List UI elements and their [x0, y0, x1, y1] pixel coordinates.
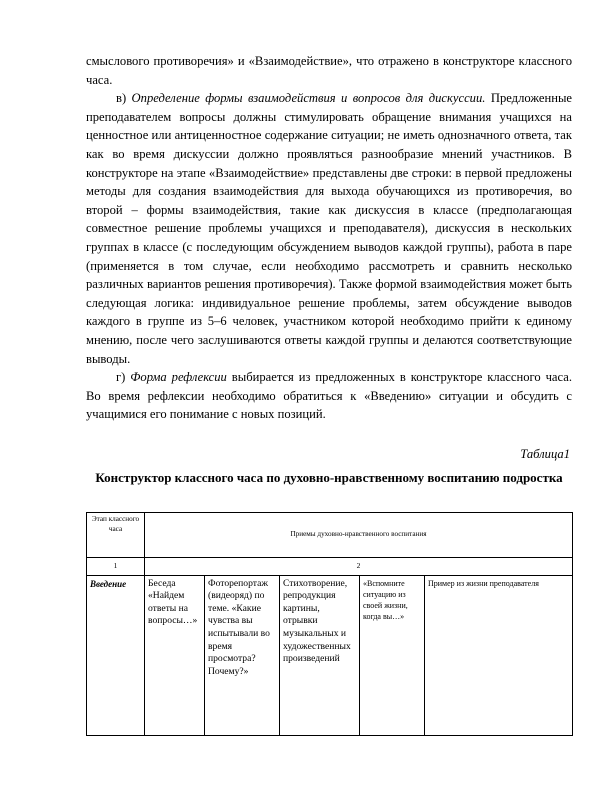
- method-cell: Стихотворение, репродукция картины, отрывки музыкальных и художественных произведений: [280, 575, 360, 735]
- paragraph-3-text: выбирается из предложенных в конструкторе классного часа. Во время рефлексии необходимо обратиться к «Введению» ситуации и обсудить с учащимися его понимание с новых позиций.: [86, 370, 572, 422]
- method-cell: «Вспомните ситуацию из своей жизни, когда вы…»: [360, 575, 425, 735]
- section-heading-interaction: Определение формы взаимодействия и вопросов для дискуссии.: [131, 91, 486, 106]
- list-marker-v: в): [116, 91, 127, 106]
- paragraph-3: [86, 368, 572, 424]
- constructor-table: [86, 512, 573, 736]
- method-cell: Беседа «Найдем ответы на вопросы…»: [145, 575, 205, 735]
- method-cell: Пример из жизни преподавателя: [425, 575, 573, 735]
- table-row: [87, 575, 573, 735]
- header-methods: Приемы духовно-нравственного воспитания: [145, 513, 573, 558]
- header-stage: Этап классного часа: [87, 513, 145, 558]
- list-marker-g: г): [116, 370, 126, 385]
- table-label: Таблица1: [520, 447, 570, 461]
- paragraph-2: [86, 89, 572, 368]
- col-number-2: 2: [145, 558, 573, 576]
- stage-cell: Введение: [87, 575, 145, 735]
- method-cell: Фоторепортаж (видеоряд) по теме. «Какие чувства вы испытывали во время просмотра? Почему?»: [205, 575, 280, 735]
- body-text: [86, 52, 572, 424]
- paragraph-1: смыслового противоречия» и «Взаимодействие», что отражено в конструкторе классного часа.: [86, 54, 572, 87]
- paragraph-2-text: Предложенные преподавателем вопросы должны стимулировать обращение внимания учащихся на ценностное или антиценностное содержание ситуации; не иметь однозначного ответа, так как во время дискуссии должно проявляться разнообразие мнений участников. В конструкторе на этапе «Взаимодействие» представлены две строки: в первой предложены методы для создания взаимодействия для выхода обучающихся из противоречия, во второй – формы взаимодействия, такие как дискуссия в классе (предполагающая совместное решение проблемы учащихся и преподавателя), дискуссия в нескольких группах в классе (с последующим обсуждением выводов каждой группы), работа в паре (применяется в том случае, если необходимо рассмотреть и сравнить несколько различных вариантов решения противоречия). Также формой взаимодействия может быть следующая логика: индивидуальное решение проблемы, затем обсуждение выводов каждого в группе из 5–6 человек, участником которой необходимо прийти к единому мнению, после чего заслушиваются ответы каждой группы и делаются соответствующие выводы.: [86, 91, 572, 366]
- table-title: Конструктор классного часа по духовно-нравственному воспитанию подростка: [95, 470, 563, 485]
- table-header-row: [87, 513, 573, 558]
- col-number-1: 1: [87, 558, 145, 576]
- table-number-row: [87, 558, 573, 576]
- section-heading-reflection: Форма рефлексии: [130, 370, 227, 385]
